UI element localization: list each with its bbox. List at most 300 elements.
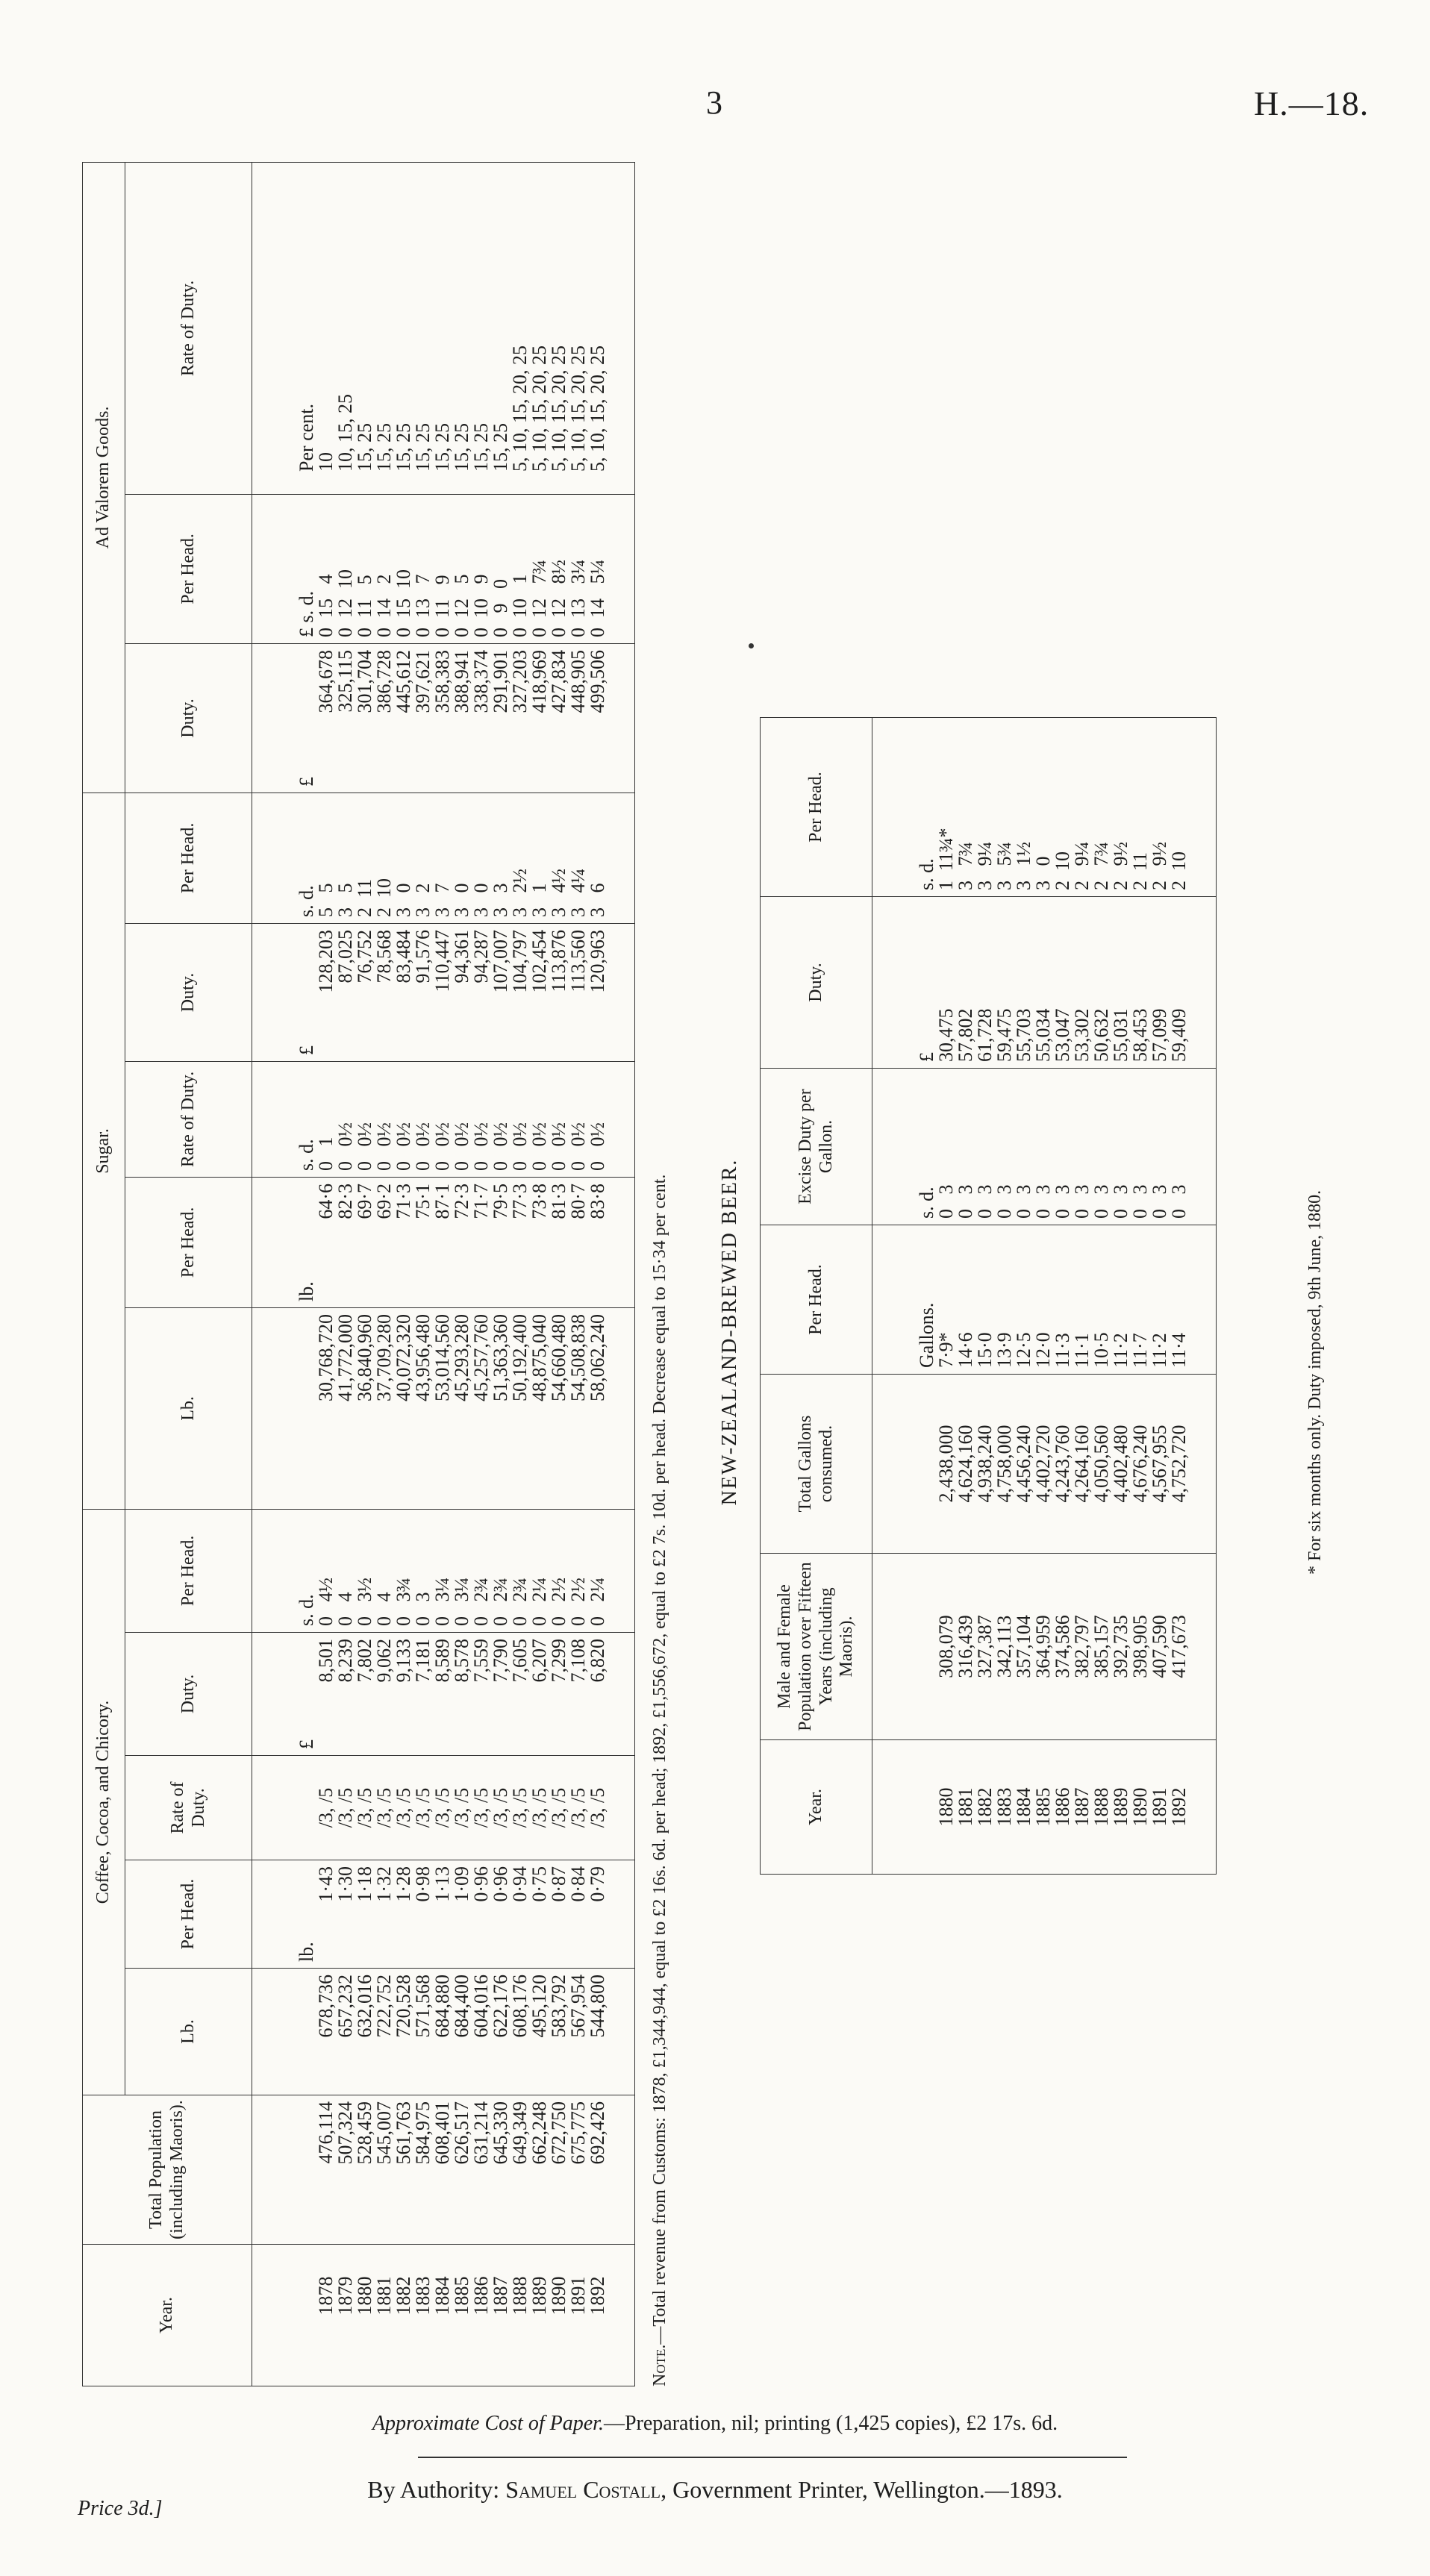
cell-coffee-duty: 9,062 [375, 1633, 394, 1756]
col-coffee-duty: Duty. [125, 1633, 252, 1756]
cell-population: 626,517 [452, 2095, 472, 2245]
cell-coffee-duty: 8,239 [336, 1633, 355, 1756]
cell-coffee-rate: /3, /5 [452, 1756, 472, 1860]
cell-coffee-lb: 684,400 [452, 1969, 472, 2095]
beer-cell-per-head: 11·1 [1072, 1225, 1092, 1375]
cell-sugar-rate: 0 0½ [452, 1061, 472, 1177]
beer-cell-per-head: 10·5 [1092, 1225, 1111, 1375]
cell-coffee-duty-per-head: 0 3½ [355, 1509, 375, 1632]
cell-coffee-lb: 657,232 [336, 1969, 355, 2095]
beer-cell-duty: 53,302 [1072, 897, 1092, 1069]
beer-cell-population: 407,590 [1150, 1554, 1170, 1740]
cell-sugar-per-head: 77·3 [511, 1177, 530, 1307]
beer-col-gallons: Total Gallons consumed. [761, 1375, 872, 1554]
printer-name: Samuel Costall [505, 2476, 661, 2503]
beer-cell-population: 398,905 [1131, 1554, 1150, 1740]
table-row [472, 162, 491, 2386]
beer-cell-population: 357,104 [1014, 1554, 1034, 1740]
cell-year: 1884 [433, 2245, 452, 2386]
beer-cell-duty: 57,099 [1150, 897, 1170, 1069]
cell-sugar-per-head: 64·6 [316, 1177, 336, 1307]
beer-cell-excise: 0 3 [1014, 1069, 1034, 1225]
cell-coffee-rate: /3, /5 [336, 1756, 355, 1860]
beer-cell-gallons: 4,752,720 [1170, 1375, 1217, 1554]
cell-sugar-per-head: 72·3 [452, 1177, 472, 1307]
beer-cell-year: 1888 [1092, 1740, 1111, 1875]
cell-sugar-per-head: 71·7 [472, 1177, 491, 1307]
cell-sugar-rate: 0 0½ [355, 1061, 375, 1177]
cell-sugar-duty: 76,752 [355, 923, 375, 1061]
beer-row [1131, 718, 1150, 1875]
cell-coffee-lb: 544,800 [588, 1969, 635, 2095]
cell-population: 476,114 [316, 2095, 336, 2245]
beer-cell-duty: 55,031 [1111, 897, 1131, 1069]
cell-sugar-lb: 45,293,280 [452, 1307, 472, 1509]
cell-coffee-per-head: 0·96 [472, 1860, 491, 1969]
cell-coffee-per-head: 0·87 [549, 1860, 569, 1969]
cell-coffee-per-head: 0·79 [588, 1860, 635, 1969]
beer-row [975, 718, 995, 1875]
cell-adval-rate: 15, 25 [491, 162, 511, 494]
beer-cell-duty-per-head: 3 1½ [1014, 718, 1034, 897]
cell-coffee-duty: 7,790 [491, 1633, 511, 1756]
cell-coffee-rate: /3, /5 [413, 1756, 433, 1860]
beer-cell-population: 417,673 [1170, 1554, 1217, 1740]
beer-cell-excise: 0 3 [975, 1069, 995, 1225]
cell-sugar-duty-per-head: 3 0 [452, 793, 472, 923]
cell-year: 1888 [511, 2245, 530, 2386]
cell-year: 1886 [472, 2245, 491, 2386]
note-label: Note. [650, 2344, 669, 2386]
beer-cell-population: 385,157 [1092, 1554, 1111, 1740]
beer-cell-population: 327,387 [975, 1554, 995, 1740]
cell-adval-duty: 418,969 [530, 643, 549, 793]
cell-adval-duty: 448,905 [569, 643, 588, 793]
cell-coffee-duty: 7,181 [413, 1633, 433, 1756]
beer-cell-duty: 50,632 [1092, 897, 1111, 1069]
authority-prefix: By Authority: [367, 2476, 500, 2503]
table-row [336, 162, 355, 2386]
cell-adval-duty: 358,383 [433, 643, 452, 793]
beer-row [995, 718, 1014, 1875]
beer-cell-per-head: 12·5 [1014, 1225, 1034, 1375]
beer-row [1092, 718, 1111, 1875]
cell-sugar-duty-per-head: 3 4½ [549, 793, 569, 923]
cell-adval-rate: 5, 10, 15, 20, 25 [549, 162, 569, 494]
cell-year: 1892 [588, 2245, 635, 2386]
cell-sugar-rate: 0 0½ [491, 1061, 511, 1177]
beer-cell-population: 374,586 [1053, 1554, 1072, 1740]
cell-sugar-duty: 87,025 [336, 923, 355, 1061]
col-coffee-rate: Rate of Duty. [125, 1756, 252, 1860]
cell-adval-duty: 386,728 [375, 643, 394, 793]
beer-cell-year: 1890 [1131, 1740, 1150, 1875]
cost-label: Approximate Cost of Paper. [372, 2412, 604, 2435]
beer-cell-excise: 0 3 [1072, 1069, 1092, 1225]
beer-cell-duty-per-head: 2 9½ [1111, 718, 1131, 897]
cell-population: 645,330 [491, 2095, 511, 2245]
beer-cell-excise: 0 3 [1034, 1069, 1053, 1225]
customs-note [642, 446, 678, 2386]
beer-cell-per-head: 11·2 [1150, 1225, 1170, 1375]
beer-cell-year: 1887 [1072, 1740, 1092, 1875]
cell-sugar-lb: 45,257,760 [472, 1307, 491, 1509]
table-row [433, 162, 452, 2386]
cell-coffee-duty: 7,108 [569, 1633, 588, 1756]
beer-row [1014, 718, 1034, 1875]
col-sugar-duty: Duty. [125, 923, 252, 1061]
beer-cell-year: 1889 [1111, 1740, 1131, 1875]
cell-year: 1879 [336, 2245, 355, 2386]
units-row [252, 162, 317, 2386]
cell-sugar-per-head: 82·3 [336, 1177, 355, 1307]
cell-coffee-lb: 622,176 [491, 1969, 511, 2095]
beer-cell-duty-per-head: 2 7¾ [1092, 718, 1111, 897]
beer-row [956, 718, 975, 1875]
cell-sugar-duty: 83,484 [394, 923, 413, 1061]
beer-cell-year: 1883 [995, 1740, 1014, 1875]
cost-of-paper [0, 2412, 1430, 2436]
beer-cell-per-head: 11·3 [1053, 1225, 1072, 1375]
cell-coffee-per-head: 1·30 [336, 1860, 355, 1969]
cell-adval-duty: 301,704 [355, 643, 375, 793]
beer-cell-duty-per-head: 3 5¾ [995, 718, 1014, 897]
cell-sugar-duty-per-head: 3 5 [336, 793, 355, 923]
table-row [394, 162, 413, 2386]
group-sugar: Sugar. [83, 793, 125, 1509]
cell-coffee-per-head: 1·43 [316, 1860, 336, 1969]
cell-population: 675,775 [569, 2095, 588, 2245]
cell-sugar-per-head: 69·7 [355, 1177, 375, 1307]
beer-cell-duty-per-head: 2 9¼ [1072, 718, 1092, 897]
footer-rule [418, 2457, 1127, 2458]
beer-cell-excise: 0 3 [1053, 1069, 1072, 1225]
beer-cell-gallons: 4,758,000 [995, 1375, 1014, 1554]
cell-year: 1881 [375, 2245, 394, 2386]
beer-col-year: Year. [761, 1740, 872, 1875]
cell-adval-per-head: 0 12 7¾ [530, 494, 549, 643]
cell-adval-rate: 15, 25 [472, 162, 491, 494]
cell-population: 692,426 [588, 2095, 635, 2245]
beer-cell-per-head: 11·2 [1111, 1225, 1131, 1375]
cell-sugar-rate: 0 0½ [511, 1061, 530, 1177]
cell-coffee-lb: 678,736 [316, 1969, 336, 2095]
cell-population: 507,324 [336, 2095, 355, 2245]
unit-label: £ [252, 643, 317, 793]
cell-coffee-duty: 7,299 [549, 1633, 569, 1756]
beer-cell-year: 1891 [1150, 1740, 1170, 1875]
cell-coffee-rate: /3, /5 [491, 1756, 511, 1860]
cell-coffee-duty-per-head: 0 4 [336, 1509, 355, 1632]
beer-col-population: Male and Female Population over Fifteen Years (including Maoris). [761, 1554, 872, 1740]
beer-cell-duty: 57,802 [956, 897, 975, 1069]
col-sugar-lb: Lb. [125, 1307, 252, 1509]
cell-sugar-lb: 53,014,560 [433, 1307, 452, 1509]
cell-adval-rate: 5, 10, 15, 20, 25 [530, 162, 549, 494]
table-row [491, 162, 511, 2386]
cell-coffee-duty-per-head: 0 2¾ [511, 1509, 530, 1632]
cell-sugar-duty-per-head: 5 5 [316, 793, 336, 923]
cell-coffee-duty-per-head: 0 2¼ [588, 1509, 635, 1632]
table-row [588, 162, 635, 2386]
cell-population: 631,214 [472, 2095, 491, 2245]
beer-row [1072, 718, 1092, 1875]
beer-cell-per-head: 7·9* [937, 1225, 956, 1375]
cell-sugar-duty-per-head: 3 0 [394, 793, 413, 923]
table-row [530, 162, 549, 2386]
cell-sugar-lb: 54,508,838 [569, 1307, 588, 1509]
cell-sugar-duty-per-head: 3 6 [588, 793, 635, 923]
cell-sugar-duty: 113,876 [549, 923, 569, 1061]
ink-speck [749, 643, 754, 648]
beer-table [760, 717, 1217, 1875]
beer-row [1053, 718, 1072, 1875]
cell-coffee-lb: 604,016 [472, 1969, 491, 2095]
beer-cell-gallons: 4,938,240 [975, 1375, 995, 1554]
cell-coffee-per-head: 1·32 [375, 1860, 394, 1969]
table-row [511, 162, 530, 2386]
cell-population: 608,401 [433, 2095, 452, 2245]
cell-sugar-duty-per-head: 3 2 [413, 793, 433, 923]
cell-sugar-per-head: 73·8 [530, 1177, 549, 1307]
cell-coffee-duty: 8,578 [452, 1633, 472, 1756]
col-adval-rate: Rate of Duty. [125, 162, 252, 494]
cell-sugar-duty: 128,203 [316, 923, 336, 1061]
beer-cell-gallons: 4,676,240 [1131, 1375, 1150, 1554]
unit-label: £ s. d. [252, 494, 317, 643]
cell-year: 1882 [394, 2245, 413, 2386]
unit-label: £ [872, 897, 937, 1069]
cell-coffee-duty-per-head: 0 2½ [569, 1509, 588, 1632]
cell-coffee-rate: /3, /5 [569, 1756, 588, 1860]
cell-adval-rate: 15, 25 [394, 162, 413, 494]
table-row [569, 162, 588, 2386]
cell-sugar-duty-per-head: 3 7 [433, 793, 452, 923]
cell-population: 662,248 [530, 2095, 549, 2245]
col-sugar-per-head: Per Head. [125, 1177, 252, 1307]
col-adval-per-head: Per Head. [125, 494, 252, 643]
cell-population: 584,975 [413, 2095, 433, 2245]
beer-cell-per-head: 14·6 [956, 1225, 975, 1375]
cost-text: —Preparation, nil; printing (1,425 copies), £2 17s. 6d. [603, 2412, 1058, 2435]
cell-sugar-rate: 0 0½ [433, 1061, 452, 1177]
table-row [413, 162, 433, 2386]
cell-coffee-per-head: 1·18 [355, 1860, 375, 1969]
cell-coffee-duty-per-head: 0 4 [375, 1509, 394, 1632]
cell-population: 649,349 [511, 2095, 530, 2245]
unit-label: £ [252, 923, 317, 1061]
cell-sugar-duty: 94,361 [452, 923, 472, 1061]
beer-cell-gallons: 4,402,480 [1111, 1375, 1131, 1554]
beer-cell-duty: 53,047 [1053, 897, 1072, 1069]
beer-col-duty: Duty. [761, 897, 872, 1069]
cell-sugar-duty: 91,576 [413, 923, 433, 1061]
cell-coffee-lb: 632,016 [355, 1969, 375, 2095]
beer-cell-population: 316,439 [956, 1554, 975, 1740]
cell-sugar-lb: 48,875,040 [530, 1307, 549, 1509]
beer-cell-duty: 55,703 [1014, 897, 1034, 1069]
cell-sugar-duty: 107,007 [491, 923, 511, 1061]
beer-cell-excise: 0 3 [1131, 1069, 1150, 1225]
authority-suffix: , Government Printer, Wellington.—1893. [661, 2476, 1063, 2503]
cell-adval-per-head: 0 12 5 [452, 494, 472, 643]
cell-adval-duty: 325,115 [336, 643, 355, 793]
beer-cell-excise: 0 3 [1092, 1069, 1111, 1225]
cell-coffee-lb: 495,120 [530, 1969, 549, 2095]
cell-adval-duty: 388,941 [452, 643, 472, 793]
cell-year: 1889 [530, 2245, 549, 2386]
beer-cell-duty: 58,453 [1131, 897, 1150, 1069]
cell-coffee-duty: 6,207 [530, 1633, 549, 1756]
cell-sugar-duty: 102,454 [530, 923, 549, 1061]
cell-sugar-lb: 36,840,960 [355, 1307, 375, 1509]
beer-cell-gallons: 4,567,955 [1150, 1375, 1170, 1554]
beer-table-title: NEW-ZEALAND-BREWED BEER. [718, 1158, 741, 1506]
cell-coffee-per-head: 0·98 [413, 1860, 433, 1969]
cell-sugar-lb: 40,072,320 [394, 1307, 413, 1509]
cell-coffee-rate: /3, /5 [549, 1756, 569, 1860]
cell-sugar-duty-per-head: 2 10 [375, 793, 394, 923]
beer-row [1111, 718, 1131, 1875]
cell-coffee-duty: 7,802 [355, 1633, 375, 1756]
cell-year: 1878 [316, 2245, 336, 2386]
authority-line [0, 2476, 1430, 2504]
cell-year: 1887 [491, 2245, 511, 2386]
cell-sugar-rate: 0 0½ [472, 1061, 491, 1177]
cell-adval-per-head: 0 14 2 [375, 494, 394, 643]
unit-label: s. d. [252, 793, 317, 923]
cell-coffee-duty-per-head: 0 3¼ [452, 1509, 472, 1632]
beer-cell-duty: 55,034 [1034, 897, 1053, 1069]
table-row [549, 162, 569, 2386]
beer-cell-year: 1886 [1053, 1740, 1072, 1875]
cell-adval-rate: 5, 10, 15, 20, 25 [569, 162, 588, 494]
cell-year: 1891 [569, 2245, 588, 2386]
cell-year: 1880 [355, 2245, 375, 2386]
cell-coffee-duty: 8,501 [316, 1633, 336, 1756]
cell-coffee-duty: 9,133 [394, 1633, 413, 1756]
cell-coffee-duty-per-head: 0 2¼ [530, 1509, 549, 1632]
beer-cell-per-head: 15·0 [975, 1225, 995, 1375]
note-text: —Total revenue from Customs: 1878, £1,344,944, equal to £2 16s. 6d. per head; 1892, £1,556,672, equal to £2 7s. 10d. per head. Decrease equal to 15·34 per cent. [650, 1174, 669, 2345]
cell-coffee-per-head: 1·09 [452, 1860, 472, 1969]
table-row [316, 162, 336, 2386]
col-adval-duty: Duty. [125, 643, 252, 793]
cell-adval-rate: 15, 25 [413, 162, 433, 494]
cell-sugar-lb: 58,062,240 [588, 1307, 635, 1509]
cell-sugar-per-head: 81·3 [549, 1177, 569, 1307]
col-population: Total Population (including Maoris). [83, 2095, 252, 2245]
col-coffee-duty-per-head: Per Head. [125, 1509, 252, 1632]
beer-cell-duty-per-head: 1 11¾* [937, 718, 956, 897]
cell-population: 561,763 [394, 2095, 413, 2245]
beer-cell-excise: 0 3 [995, 1069, 1014, 1225]
beer-cell-duty-per-head: 3 7¾ [956, 718, 975, 897]
beer-cell-excise: 0 3 [1111, 1069, 1131, 1225]
cell-coffee-lb: 684,880 [433, 1969, 452, 2095]
beer-cell-population: 308,079 [937, 1554, 956, 1740]
cell-sugar-rate: 0 0½ [413, 1061, 433, 1177]
cell-adval-per-head: 0 11 5 [355, 494, 375, 643]
cell-coffee-rate: /3, /5 [355, 1756, 375, 1860]
unit-label: s. d. [872, 1069, 937, 1225]
document-reference: H.—18. [1254, 84, 1370, 122]
cell-sugar-rate: 0 0½ [394, 1061, 413, 1177]
cell-coffee-duty: 6,820 [588, 1633, 635, 1756]
cell-sugar-lb: 51,363,360 [491, 1307, 511, 1509]
cell-sugar-lb: 37,709,280 [375, 1307, 394, 1509]
cell-adval-rate: 15, 25 [452, 162, 472, 494]
beer-cell-per-head: 11·4 [1170, 1225, 1217, 1375]
cell-adval-duty: 427,834 [549, 643, 569, 793]
beer-cell-duty: 59,409 [1170, 897, 1217, 1069]
cell-sugar-duty-per-head: 3 1 [530, 793, 549, 923]
cell-sugar-duty-per-head: 3 2½ [511, 793, 530, 923]
cell-coffee-rate: /3, /5 [433, 1756, 452, 1860]
cell-adval-rate: 15, 25 [433, 162, 452, 494]
beer-cell-excise: 0 3 [937, 1069, 956, 1225]
beer-row [1034, 718, 1053, 1875]
cell-sugar-duty-per-head: 3 3 [491, 793, 511, 923]
beer-cell-gallons: 4,456,240 [1014, 1375, 1034, 1554]
cell-adval-per-head: 0 9 0 [491, 494, 511, 643]
unit-label: s. d. [252, 1509, 317, 1632]
table-row [375, 162, 394, 2386]
beer-cell-excise: 0 3 [1150, 1069, 1170, 1225]
table-row [452, 162, 472, 2386]
beer-cell-year: 1880 [937, 1740, 956, 1875]
cell-coffee-rate: /3, /5 [472, 1756, 491, 1860]
cell-adval-rate: 5, 10, 15, 20, 25 [511, 162, 530, 494]
beer-table-container [760, 718, 1312, 1875]
cell-coffee-rate: /3, /5 [530, 1756, 549, 1860]
cell-coffee-duty-per-head: 0 2¾ [491, 1509, 511, 1632]
col-year: Year. [83, 2245, 252, 2386]
cell-adval-duty: 499,506 [588, 643, 635, 793]
cell-adval-per-head: 0 10 9 [472, 494, 491, 643]
beer-cell-per-head: 13·9 [995, 1225, 1014, 1375]
beer-cell-year: 1892 [1170, 1740, 1217, 1875]
cell-adval-per-head: 0 11 9 [433, 494, 452, 643]
beer-cell-population: 364,959 [1034, 1554, 1053, 1740]
cell-coffee-per-head: 1·13 [433, 1860, 452, 1969]
cell-coffee-lb: 567,954 [569, 1969, 588, 2095]
col-coffee-per-head: Per Head. [125, 1860, 252, 1969]
cell-coffee-duty-per-head: 0 2¾ [472, 1509, 491, 1632]
beer-cell-gallons: 4,264,160 [1072, 1375, 1092, 1554]
unit-label: Per cent. [252, 162, 317, 494]
cell-coffee-rate: /3, /5 [316, 1756, 336, 1860]
group-ad-valorem: Ad Valorem Goods. [83, 162, 125, 793]
cell-sugar-per-head: 69·2 [375, 1177, 394, 1307]
beer-cell-gallons: 4,243,760 [1053, 1375, 1072, 1554]
cell-coffee-rate: /3, /5 [394, 1756, 413, 1860]
group-coffee: Coffee, Cocoa, and Chicory. [83, 1509, 125, 2095]
cell-sugar-rate: 0 0½ [569, 1061, 588, 1177]
cell-sugar-rate: 0 0½ [375, 1061, 394, 1177]
cell-sugar-rate: 0 0½ [549, 1061, 569, 1177]
beer-row [1150, 718, 1170, 1875]
beer-cell-year: 1881 [956, 1740, 975, 1875]
cell-adval-per-head: 0 12 10 [336, 494, 355, 643]
cell-population: 672,750 [549, 2095, 569, 2245]
cell-coffee-per-head: 0·75 [530, 1860, 549, 1969]
unit-label: Gallons. [872, 1225, 937, 1375]
cell-coffee-per-head: 0·94 [511, 1860, 530, 1969]
cell-adval-rate: 15, 25 [375, 162, 394, 494]
beer-cell-gallons: 4,050,560 [1092, 1375, 1111, 1554]
cell-adval-duty: 338,374 [472, 643, 491, 793]
